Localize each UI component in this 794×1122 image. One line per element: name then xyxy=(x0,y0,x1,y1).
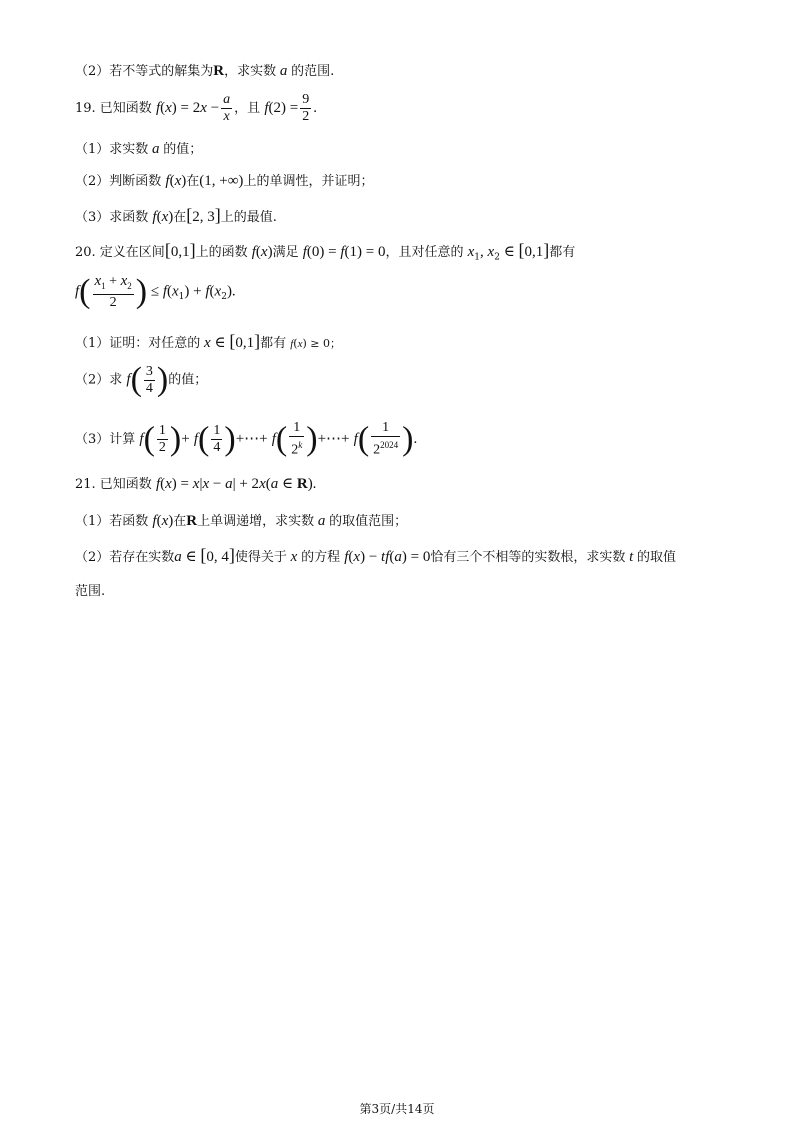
q20-stem: 20. 定义在区间[0,1]上的函数 f(x)满足 f(0) = f(1) = 0，且对任意的 $x_1$, $x_2$ ∈ [0,1]都有 xyxy=(75,240,576,263)
q20-part1: （1）证明：对任意的 x ∈ [0,1]都有 f(x) ≥ 0； xyxy=(75,331,341,351)
q20-inequality: f( $\frac{x_1 + x_2}{2}$ ) ≤ $f(x_1) + f(x_2)$. xyxy=(75,272,236,310)
q19-part1: （1）求实数 a 的值； xyxy=(75,141,203,157)
page-footer: 第3页/共14页 xyxy=(359,1102,435,1116)
q20-part2: （2）求 f( $\frac{3}{4}$ )的值； xyxy=(75,361,208,398)
q20-part3: （3）计算 f( $\frac{1}{2}$ )+ f( $\frac{1}{4}$ )+⋯+ f( $\frac{1}{2^k}$ )+⋯+ f( $\frac{1}{2^{2024}}$ ). xyxy=(75,420,418,458)
q19-part2: （2）判断函数 f(x)在(1, +∞)上的单调性，并证明； xyxy=(75,173,374,189)
q21-part1: （1）若函数 f(x)在R上单调递增，求实数 a 的取值范围； xyxy=(75,513,408,529)
q21-part2: （2）若存在实数a ∈ [0, 4]使得关于 x 的方程 f(x) − tf(a) = 0恰有三个不相等的实数根，求实数 t 的取值 xyxy=(75,545,677,565)
q21-part2-cont: 范围. xyxy=(75,584,106,599)
q19-part3: （3）求函数 f(x)在[2, 3]上的最值. xyxy=(75,205,277,225)
q19-stem: 19. 已知函数 f(x) = 2x − $\frac{a}{x}$ ，且 f(2) = $\frac{9}{2}$ . xyxy=(75,92,317,124)
q18-part2: （2）若不等式的解集为R，求实数 a 的范围. xyxy=(75,63,335,79)
q21-stem: 21. 已知函数 f(x) = x|x − a| + 2x(a ∈ R). xyxy=(75,476,317,492)
